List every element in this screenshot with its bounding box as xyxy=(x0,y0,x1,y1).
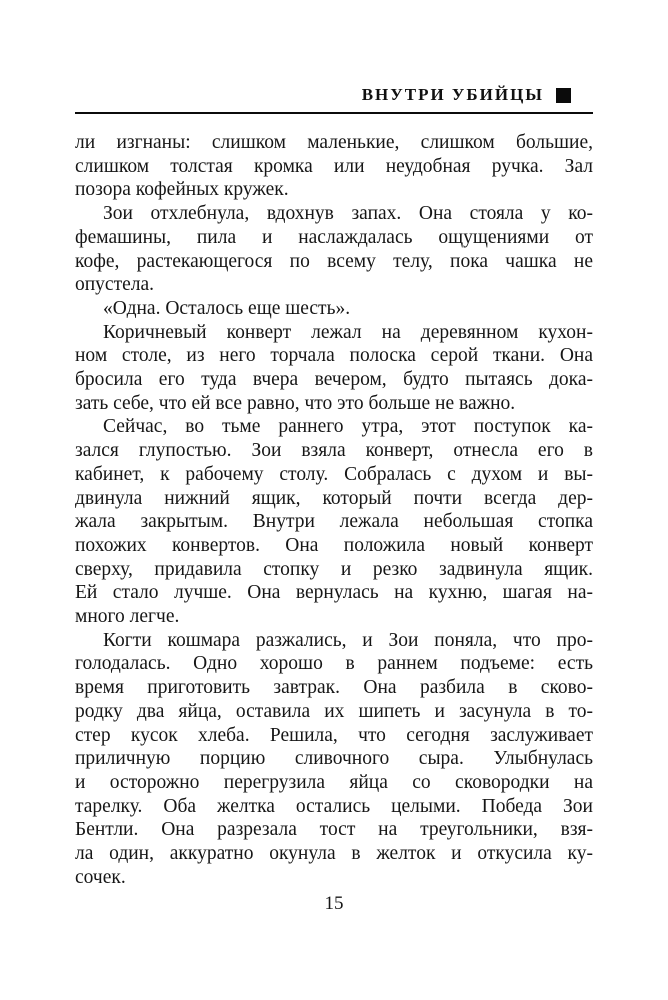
text-line: кабинет, к рабочему столу. Собралась с духом и вы- xyxy=(75,463,593,485)
text-line: жала закрытым. Внутри лежала небольшая стопка xyxy=(75,511,593,533)
text-line: время приготовить завтрак. Она разбила в сково- xyxy=(75,677,593,699)
text-line: Сейчас, во тьме раннего утра, этот поступок ка- xyxy=(103,416,593,438)
text-line: позора кофейных кружек. xyxy=(75,179,289,201)
header-title: ВНУТРИ УБИЙЦЫ xyxy=(361,85,544,104)
text-line: «Одна. Осталось еще шесть». xyxy=(103,297,351,319)
paragraph xyxy=(75,629,593,890)
text-line: Бентли. Она разрезала тост на треугольники, взя- xyxy=(75,819,593,841)
square-marker-icon xyxy=(556,88,571,103)
text-line: двинула нижний ящик, который почти всегда дер- xyxy=(75,487,593,509)
text-column xyxy=(75,86,593,890)
text-line: ном столе, из него торчала полоска серой ткани. Она xyxy=(75,345,593,367)
text-line: Зои отхлебнула, вдохнув запах. Она стояла у ко- xyxy=(103,203,593,225)
paragraph xyxy=(75,131,593,202)
text-line: родку два яйца, оставила их шипеть и засунула в то- xyxy=(75,700,593,722)
paragraph xyxy=(75,297,593,321)
text-line: много легче. xyxy=(75,606,180,628)
text-line: похожих конвертов. Она положила новый конверт xyxy=(75,534,593,556)
text-line: сочек. xyxy=(75,866,126,888)
paragraph xyxy=(75,321,593,416)
text-line: приличную порцию сливочного сыра. Улыбнулась xyxy=(75,748,593,770)
text-line: сверху, придавила стопку и резко задвинула ящик. xyxy=(75,558,593,580)
text-line: фемашины, пила и наслаждалась ощущениями от xyxy=(75,226,593,248)
paragraph xyxy=(75,415,593,628)
text-line: тарелку. Оба желтка остались целыми. Победа Зои xyxy=(75,795,593,817)
text-line: голодалась. Одно хорошо в раннем подъеме: есть xyxy=(75,653,593,675)
paragraph xyxy=(75,202,593,297)
text-line: Коричневый конверт лежал на деревянном кухон- xyxy=(103,321,593,343)
text-line: ла один, аккуратно окунула в желток и откусила ку- xyxy=(75,843,593,865)
page-number: 15 xyxy=(324,893,344,914)
text-line: ли изгнаны: слишком маленькие, слишком большие, xyxy=(75,132,593,153)
text-line: зался глупостью. Зои взяла конверт, отнесла его в xyxy=(75,440,593,462)
running-header xyxy=(75,86,593,104)
text-line: зать себе, что ей все равно, что это больше не важно. xyxy=(75,392,516,414)
text-line: Когти кошмара разжались, и Зои поняла, что про- xyxy=(103,629,593,651)
text-line: слишком толстая кромка или неудобная ручка. Зал xyxy=(75,155,593,177)
header-rule-divider xyxy=(75,112,593,114)
text-line: Ей стало лучше. Она вернулась на кухню, шагая на- xyxy=(75,582,593,604)
text-line: кофе, растекающегося по всему телу, пока чашка не xyxy=(75,250,593,272)
text-line: и осторожно перегрузила яйца со сковородки на xyxy=(75,771,593,793)
text-line: опустела. xyxy=(75,274,155,296)
page-body xyxy=(75,131,593,890)
text-line: стер кусок хлеба. Решила, что сегодня заслуживает xyxy=(75,724,593,746)
text-line: бросила его туда вчера вечером, будто пытаясь дока- xyxy=(75,369,593,391)
